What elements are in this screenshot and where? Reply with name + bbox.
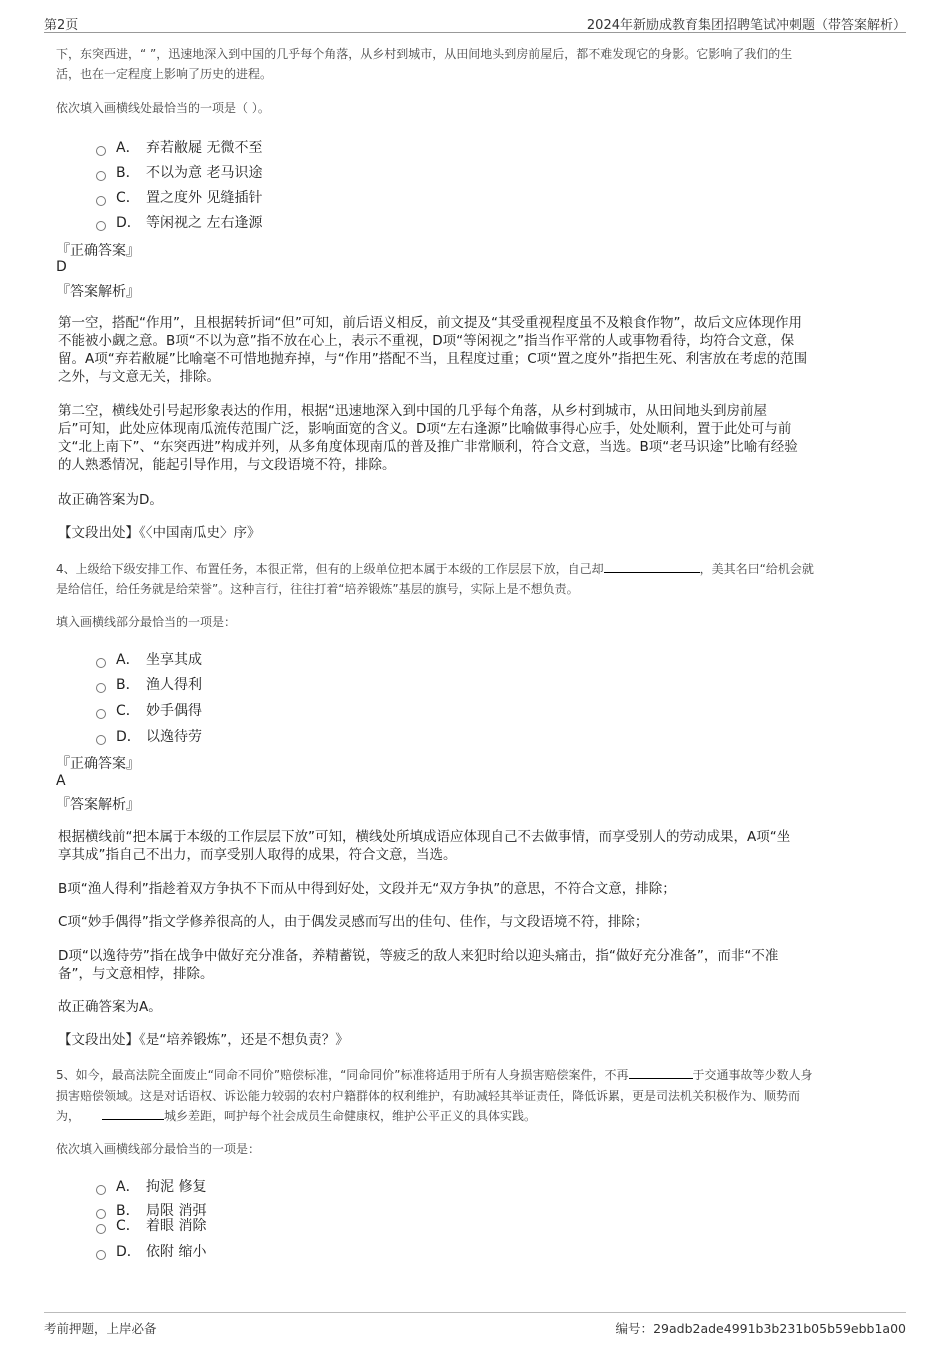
radio-icon[interactable]: [96, 709, 106, 719]
q5-option-a[interactable]: A． 拘泥 修复: [96, 1176, 206, 1196]
q3-answer-label: 『正确答案』: [56, 243, 140, 259]
q4-stem-line-2: 是给信任，给任务就是给荣誉”。这种言行，往往打着“培养锻炼”基层的旗号，实际上是不想负责。: [56, 582, 579, 596]
q5-stem-line-3: 为， 城乡差距，呵护每个社会成员生命健康权，维护公平正义的具体实践。: [56, 1109, 537, 1123]
q3-passage-line-2: 活，也在一定程度上影响了历史的进程。: [56, 67, 273, 81]
q3-analysis-p2-line-3: 文“北上南下”、“东突西进”构成并列，从多角度体现南瓜的普及推广非常顺利，符合文意，当选。B项“老马识途”比喻有经验: [58, 439, 798, 455]
q4-answer-label: 『正确答案』: [56, 756, 140, 772]
q3-option-d[interactable]: D． 等闲视之 左右逢源: [96, 212, 262, 232]
q4-prompt: 填入画横线部分最恰当的一项是：: [56, 615, 237, 629]
radio-icon[interactable]: [96, 1224, 106, 1234]
q4-blank: [604, 571, 700, 573]
document-code: 编号：29adb2ade4991b3b231b05b59ebb1a00: [615, 1321, 906, 1336]
q3-analysis-p1-line-2: 不能被小觑之意。B项“不以为意”指不放在心上，表示不重视，D项“等闲视之”指当作平常的人或事物看待，均符合文意，保: [58, 333, 795, 349]
q3-analysis-p1-line-3: 留。A项“弃若敝屣”比喻毫不可惜地抛弃掉，与“作用”搭配不当，且程度过重；C项“置之度外”指把生死、利害放在考虑的范围: [58, 351, 808, 367]
q5-stem-line-1: 5、如今，最高法院全面废止“同命不同价”赔偿标准，“同命同价”标准将适用于所有人身损害赔偿案件，不再 于交通事故等少数人身: [56, 1068, 813, 1082]
q3-analysis-p2-line-1: 第二空，横线处引号起形象表达的作用，根据“迅速地深入到中国的几乎每个角落，从乡村到城市，从田间地头到房前屋: [58, 403, 767, 419]
q4-analysis-option-d-line-2: 备”，与文意相悖，排除。: [58, 966, 214, 982]
radio-icon[interactable]: [96, 1185, 106, 1195]
q4-source: 【文段出处】《是“培养锻炼”，还是不想负责？》: [58, 1032, 349, 1048]
q3-conclusion: 故正确答案为D。: [58, 492, 163, 508]
q4-option-d[interactable]: D． 以逸待劳: [96, 726, 202, 746]
q4-analysis-p1-line-2: 享其成”指自己不出力，而享受别人取得的成果，符合文意，当选。: [58, 847, 457, 863]
q3-option-a[interactable]: A． 弃若敝屣 无微不至: [96, 137, 262, 157]
q4-answer: A: [56, 773, 66, 789]
q5-option-c[interactable]: C． 着眼 消除: [96, 1215, 206, 1235]
q3-passage-line-1: 下，东突西进，“ ”，迅速地深入到中国的几乎每个角落，从乡村到城市，从田间地头到房前屋后，都不难发现它的身影。它影响了我们的生: [56, 47, 793, 61]
q4-stem-line-1: 4、上级给下级安排工作、布置任务，本很正常，但有的上级单位把本属于本级的工作层层下放，自己却 ，美其名曰“给机会就: [56, 562, 814, 576]
q5-option-d[interactable]: D． 依附 缩小: [96, 1241, 206, 1261]
page-header: [44, 14, 906, 33]
document-title: 2024年新励成教育集团招聘笔试冲刺题（带答案解析）: [586, 18, 906, 33]
q4-analysis-option-c: C项“妙手偶得”指文学修养很高的人，由于偶发灵感而写出的佳句、佳作，与文段语境不符，排除；: [58, 914, 649, 930]
q4-analysis-option-d-line-1: D项“以逸待劳”指在战争中做好充分准备，养精蓄锐，等疲乏的敌人来犯时给以迎头痛击，指“做好充分准备”，而非“不准: [58, 948, 779, 964]
q3-source: 【文段出处】《〈中国南瓜史〉序》: [58, 525, 261, 541]
page-number: 第2页: [44, 18, 79, 33]
footer-slogan: 考前押题，上岸必备: [44, 1321, 157, 1336]
q5-option-b[interactable]: B． 局限 消弭: [96, 1200, 206, 1220]
q5-prompt: 依次填入画横线部分最恰当的一项是：: [56, 1142, 261, 1156]
q5-stem-line-2: 损害赔偿领域。这是对话语权、诉讼能力较弱的农村户籍群体的权利维护，有助减轻其举证责任，降低诉累，更是司法机关积极作为、顺势而: [56, 1089, 801, 1103]
radio-icon[interactable]: [96, 658, 106, 668]
radio-icon[interactable]: [96, 196, 106, 206]
q3-analysis-p1-line-1: 第一空，搭配“作用”，且根据转折词“但”可知，前后语义相反，前文提及“其受重视程度虽不及粮食作物”，故后文应体现作用: [58, 315, 802, 331]
q3-answer: D: [56, 259, 67, 275]
q5-blank-1: [629, 1077, 693, 1079]
q3-analysis-p2-line-4: 的人熟悉情况，能起引导作用，与文段语境不符，排除。: [58, 457, 396, 473]
radio-icon[interactable]: [96, 171, 106, 181]
q4-analysis-option-b: B项“渔人得利”指趁着双方争执不下而从中得到好处，文段并无“双方争执”的意思，不符合文意，排除；: [58, 881, 676, 897]
radio-icon[interactable]: [96, 735, 106, 745]
q4-option-a[interactable]: A． 坐享其成: [96, 649, 202, 669]
radio-icon[interactable]: [96, 683, 106, 693]
q3-option-b[interactable]: B． 不以为意 老马识途: [96, 162, 262, 182]
q5-blank-2: [102, 1118, 164, 1120]
radio-icon[interactable]: [96, 221, 106, 231]
page-footer: [44, 1312, 906, 1335]
q4-option-c[interactable]: C． 妙手偶得: [96, 700, 202, 720]
q3-option-c[interactable]: C． 置之度外 见缝插针: [96, 187, 262, 207]
radio-icon[interactable]: [96, 146, 106, 156]
q3-analysis-label: 『答案解析』: [56, 284, 140, 300]
q3-prompt: 依次填入画横线处最恰当的一项是（ ）。: [56, 101, 270, 115]
q4-option-b[interactable]: B． 渔人得利: [96, 674, 202, 694]
q4-analysis-label: 『答案解析』: [56, 797, 140, 813]
q3-analysis-p2-line-2: 后”可知，此处应体现南瓜流传范围广泛，影响面宽的含义。D项“左右逢源”比喻做事得心应手，处处顺利，置于此处可与前: [58, 421, 792, 437]
radio-icon[interactable]: [96, 1250, 106, 1260]
q4-analysis-p1-line-1: 根据横线前“把本属于本级的工作层层下放”可知，横线处所填成语应体现自己不去做事情，而享受别人的劳动成果，A项“坐: [58, 829, 791, 845]
q3-analysis-p1-line-4: 之外，与文意无关，排除。: [58, 369, 220, 385]
q4-conclusion: 故正确答案为A。: [58, 999, 162, 1015]
